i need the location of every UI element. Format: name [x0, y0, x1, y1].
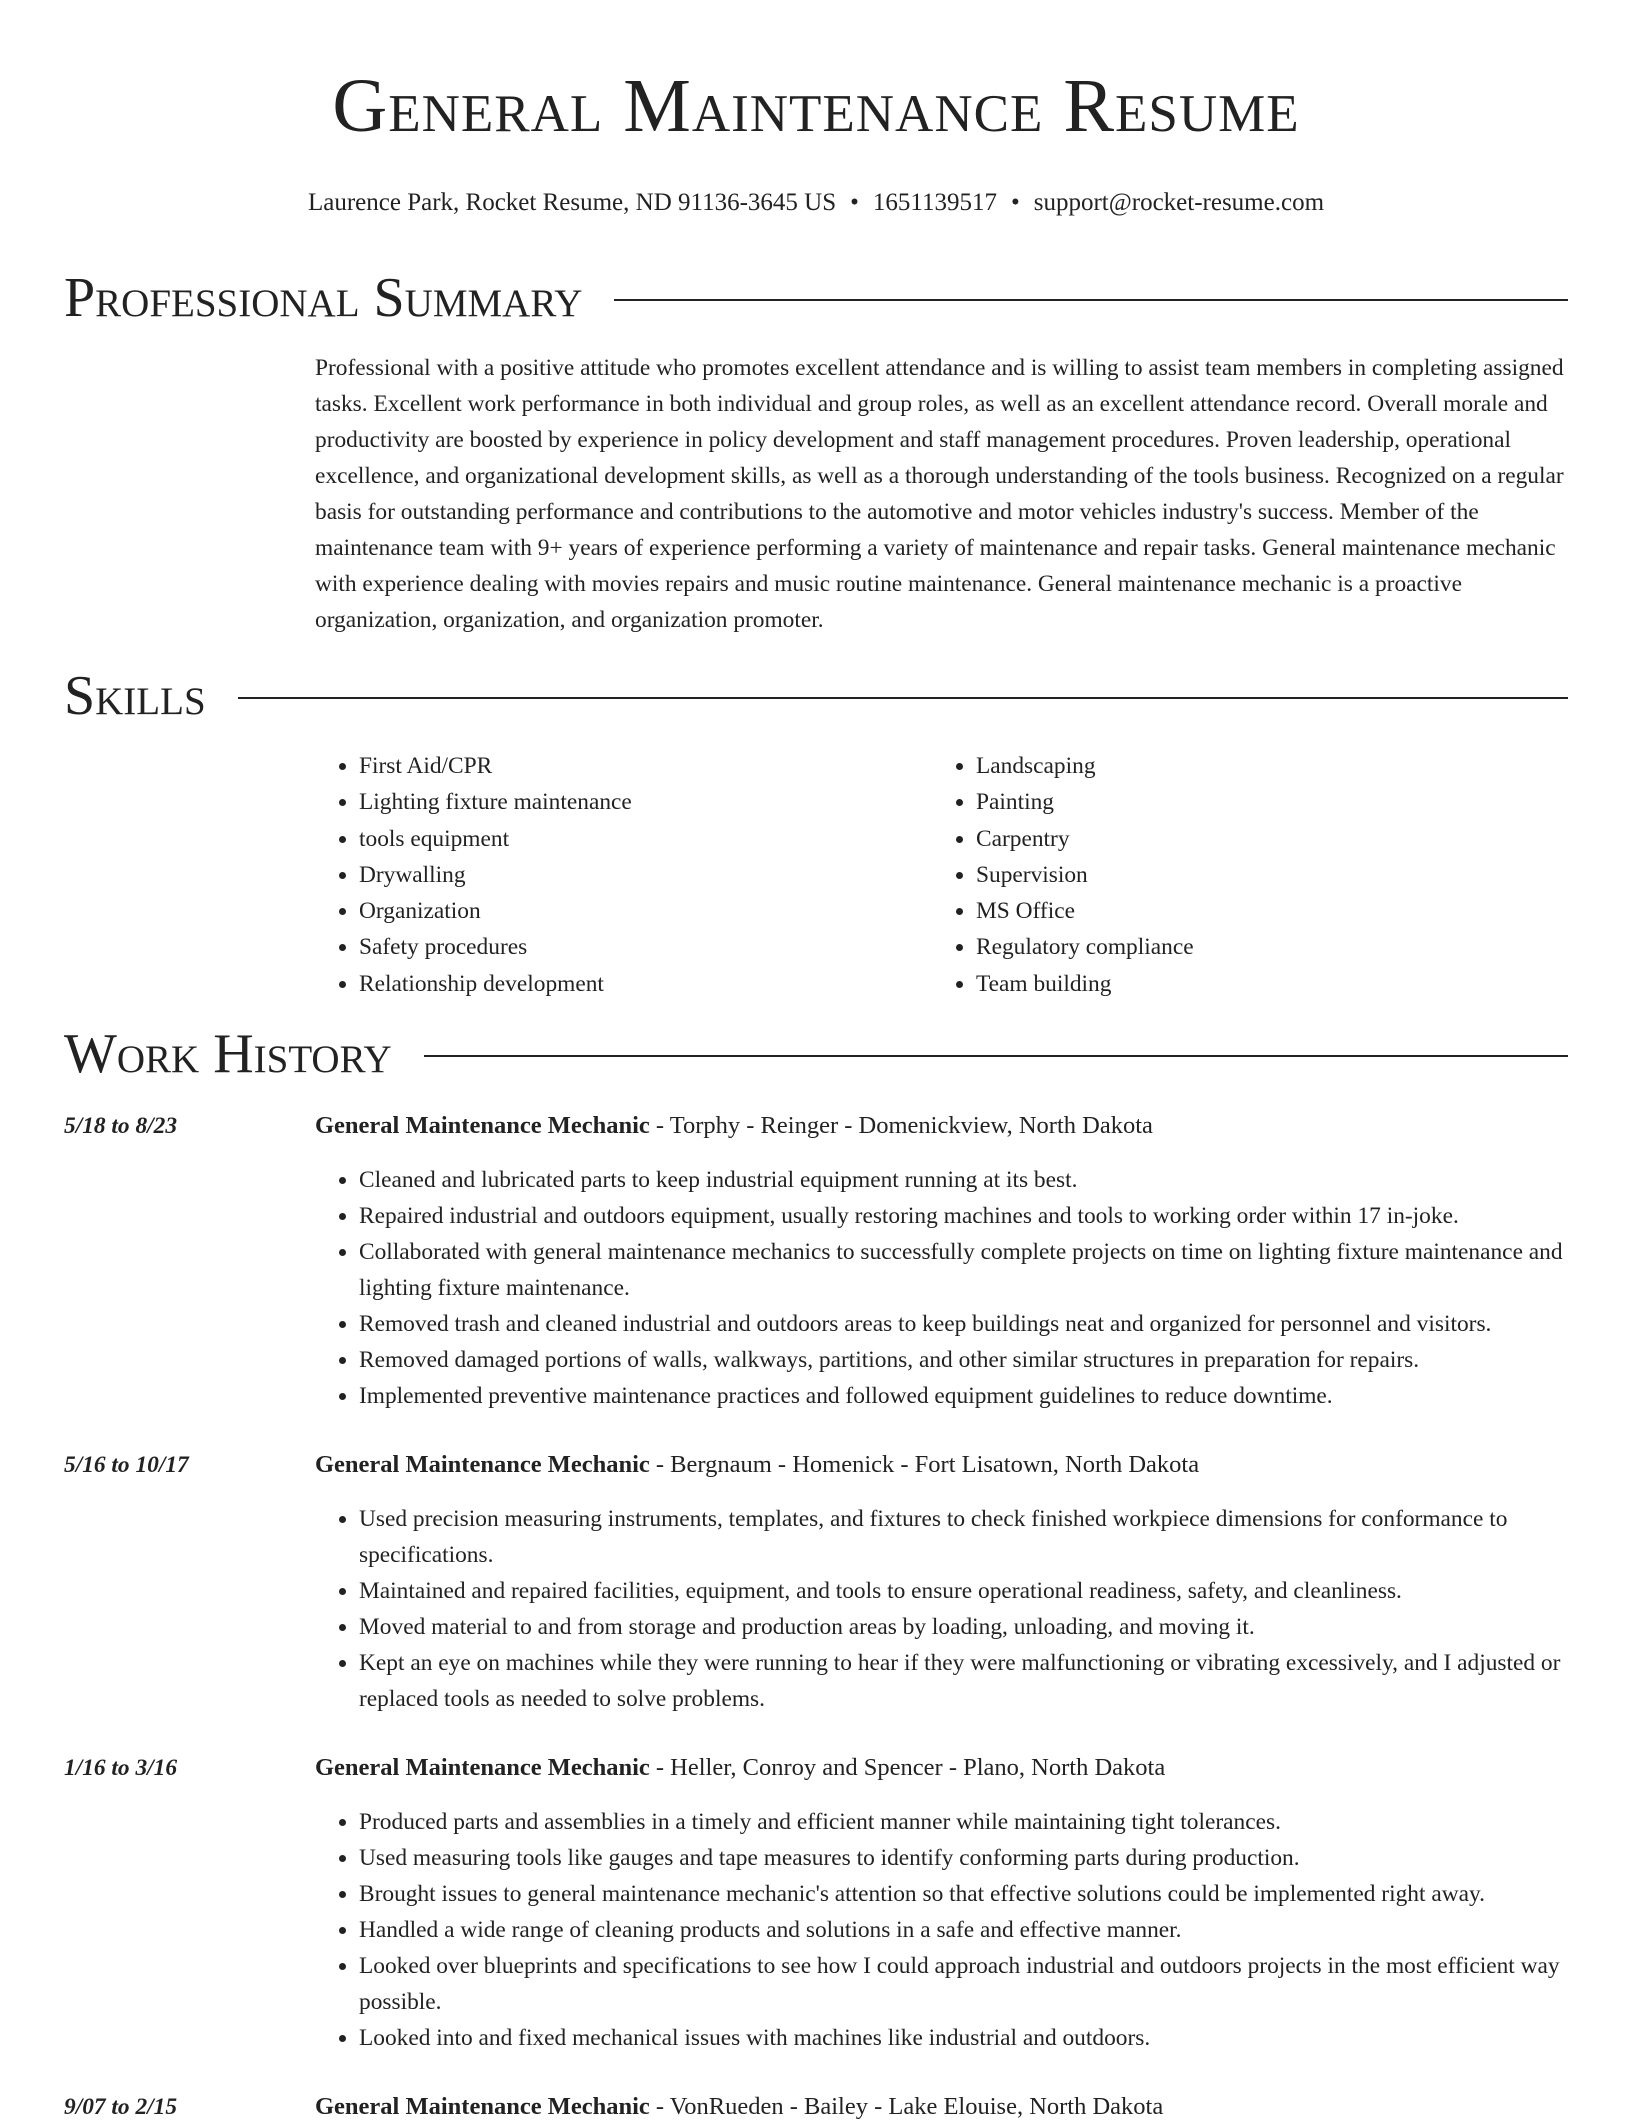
job-entry	[64, 1750, 1568, 2056]
skills-section-header	[64, 666, 1568, 726]
contact-email: support@rocket-resume.com	[1033, 189, 1325, 216]
skill-item: • Supervision	[976, 857, 1549, 893]
job-heading	[315, 1108, 1568, 1144]
job-heading	[315, 1750, 1568, 1786]
contact-address: Laurence Park, Rocket Resume, ND 91136-3645 US	[307, 189, 837, 216]
job-bullet: • Produced parts and assemblies in a timely and efficient manner while maintaining tight tolerances.	[359, 1804, 1568, 1840]
skill-item: • tools equipment	[359, 821, 932, 857]
skills-list	[315, 748, 1568, 1002]
job-bullets	[315, 1804, 1568, 2056]
skill-item: • First Aid/CPR	[359, 748, 932, 784]
skill-item: • Lighting fixture maintenance	[359, 784, 932, 820]
summary-text: Professional with a positive attitude who promotes excellent attendance and is willing to assist team members in completing assigned tasks. Excellent work performance in both individual and group roles, as well as an excellent attendance record. Overall morale and productivity are boosted by experience in policy development and staff management procedures. Proven leadership, operational excellence, and organizational development skills, as well as a thorough understanding of the tools business. Recognized on a regular basis for outstanding performance and contributions to the automotive and motor vehicles industry's success. Member of the maintenance team with 9+ years of experience performing a variety of maintenance and repair tasks. General maintenance mechanic with experience dealing with movies repairs and music routine maintenance. General maintenance mechanic is a proactive organization, organization, and organization promoter.	[315, 355, 1564, 633]
job-bullet: • Handled a wide range of cleaning products and solutions in a safe and effective manner.	[359, 1912, 1568, 1948]
skill-item: • Relationship development	[359, 966, 932, 1002]
job-title: General Maintenance Mechanic	[315, 1451, 650, 1479]
job-bullet: • Used measuring tools like gauges and tape measures to identify conforming parts during production.	[359, 1840, 1568, 1876]
job-entry	[64, 2089, 1568, 2125]
skills-heading: Skills	[64, 665, 206, 727]
skill-item: • MS Office	[976, 893, 1549, 929]
skill-item: • Regulatory compliance	[976, 929, 1549, 965]
job-heading	[315, 2089, 1568, 2125]
job-bullet: • Moved material to and from storage and production areas by loading, unloading, and moving it.	[359, 1609, 1568, 1645]
skill-item: • Carpentry	[976, 821, 1549, 857]
job-bullet: • Cleaned and lubricated parts to keep industrial equipment running at its best.	[359, 1162, 1568, 1198]
skill-item: • Drywalling	[359, 857, 932, 893]
skills-column-right	[932, 748, 1549, 1002]
job-bullet: • Removed damaged portions of walls, walkways, partitions, and other similar structures in preparation for repairs.	[359, 1342, 1568, 1378]
skill-item: • Team building	[976, 966, 1549, 1002]
job-company: - VonRueden - Bailey - Lake Elouise, North Dakota	[649, 2093, 1164, 2121]
job-company: - Torphy - Reinger - Domenickview, North Dakota	[649, 1112, 1153, 1140]
job-bullet: • Brought issues to general maintenance mechanic's attention so that effective solutions could be implemented right away.	[359, 1876, 1568, 1912]
section-divider	[238, 697, 1568, 699]
section-divider	[614, 299, 1568, 301]
job-bullet: • Looked over blueprints and specifications to see how I could approach industrial and outdoors projects in the most efficient way possible.	[359, 1948, 1568, 2020]
skills-column-left	[315, 748, 932, 1002]
job-bullet: • Kept an eye on machines while they were running to hear if they were malfunctioning or vibrating excessively, and I adjusted or replaced tools as needed to solve problems.	[359, 1645, 1568, 1717]
job-dates: 5/18 to 8/23	[64, 1113, 178, 1140]
job-bullet: • Repaired industrial and outdoors equipment, usually restoring machines and tools to working order within 17 in-joke.	[359, 1198, 1568, 1234]
contact-separator: •	[850, 189, 859, 216]
skill-item: • Safety procedures	[359, 929, 932, 965]
contact-phone: 1651139517	[872, 189, 997, 216]
job-title: General Maintenance Mechanic	[315, 1112, 650, 1140]
resume-page	[64, 0, 1568, 2125]
job-entry	[64, 1108, 1568, 1414]
resume-title: General Maintenance Resume	[332, 64, 1300, 148]
summary-section-header	[64, 268, 1568, 328]
job-heading	[315, 1447, 1568, 1483]
job-company: - Bergnaum - Homenick - Fort Lisatown, North Dakota	[649, 1451, 1200, 1479]
job-entry	[64, 1447, 1568, 1717]
job-bullet: • Looked into and fixed mechanical issues with machines like industrial and outdoors.	[359, 2020, 1568, 2056]
job-dates: 5/16 to 10/17	[64, 1452, 189, 1479]
job-title: General Maintenance Mechanic	[315, 1754, 650, 1782]
summary-heading: Professional Summary	[64, 267, 583, 329]
job-dates: 9/07 to 2/15	[64, 2094, 178, 2121]
job-bullet: • Collaborated with general maintenance mechanics to successfully complete projects on time on lighting fixture maintenance and lighting fixture maintenance.	[359, 1234, 1568, 1306]
job-bullet: • Removed trash and cleaned industrial and outdoors areas to keep buildings neat and organized for personnel and visitors.	[359, 1306, 1568, 1342]
section-divider	[424, 1055, 1568, 1057]
job-bullets	[315, 1501, 1568, 1717]
contact-separator: •	[1010, 189, 1020, 216]
job-bullets	[315, 1162, 1568, 1414]
job-dates: 1/16 to 3/16	[64, 1755, 178, 1782]
job-bullet: • Used precision measuring instruments, templates, and fixtures to check finished workpiece dimensions for conformance to specifications.	[359, 1501, 1568, 1573]
skill-item: • Painting	[976, 784, 1549, 820]
job-bullet: • Implemented preventive maintenance practices and followed equipment guidelines to reduce downtime.	[359, 1378, 1568, 1414]
contact-line	[64, 188, 1568, 218]
skill-item: • Organization	[359, 893, 932, 929]
job-title: General Maintenance Mechanic	[315, 2093, 650, 2121]
work-section-header	[64, 1024, 1568, 1084]
work-heading: Work History	[64, 1023, 392, 1086]
job-company: - Heller, Conroy and Spencer - Plano, North Dakota	[649, 1754, 1166, 1782]
job-bullet: • Maintained and repaired facilities, equipment, and tools to ensure operational readiness, safety, and cleanliness.	[359, 1573, 1568, 1609]
skill-item: • Landscaping	[976, 748, 1549, 784]
